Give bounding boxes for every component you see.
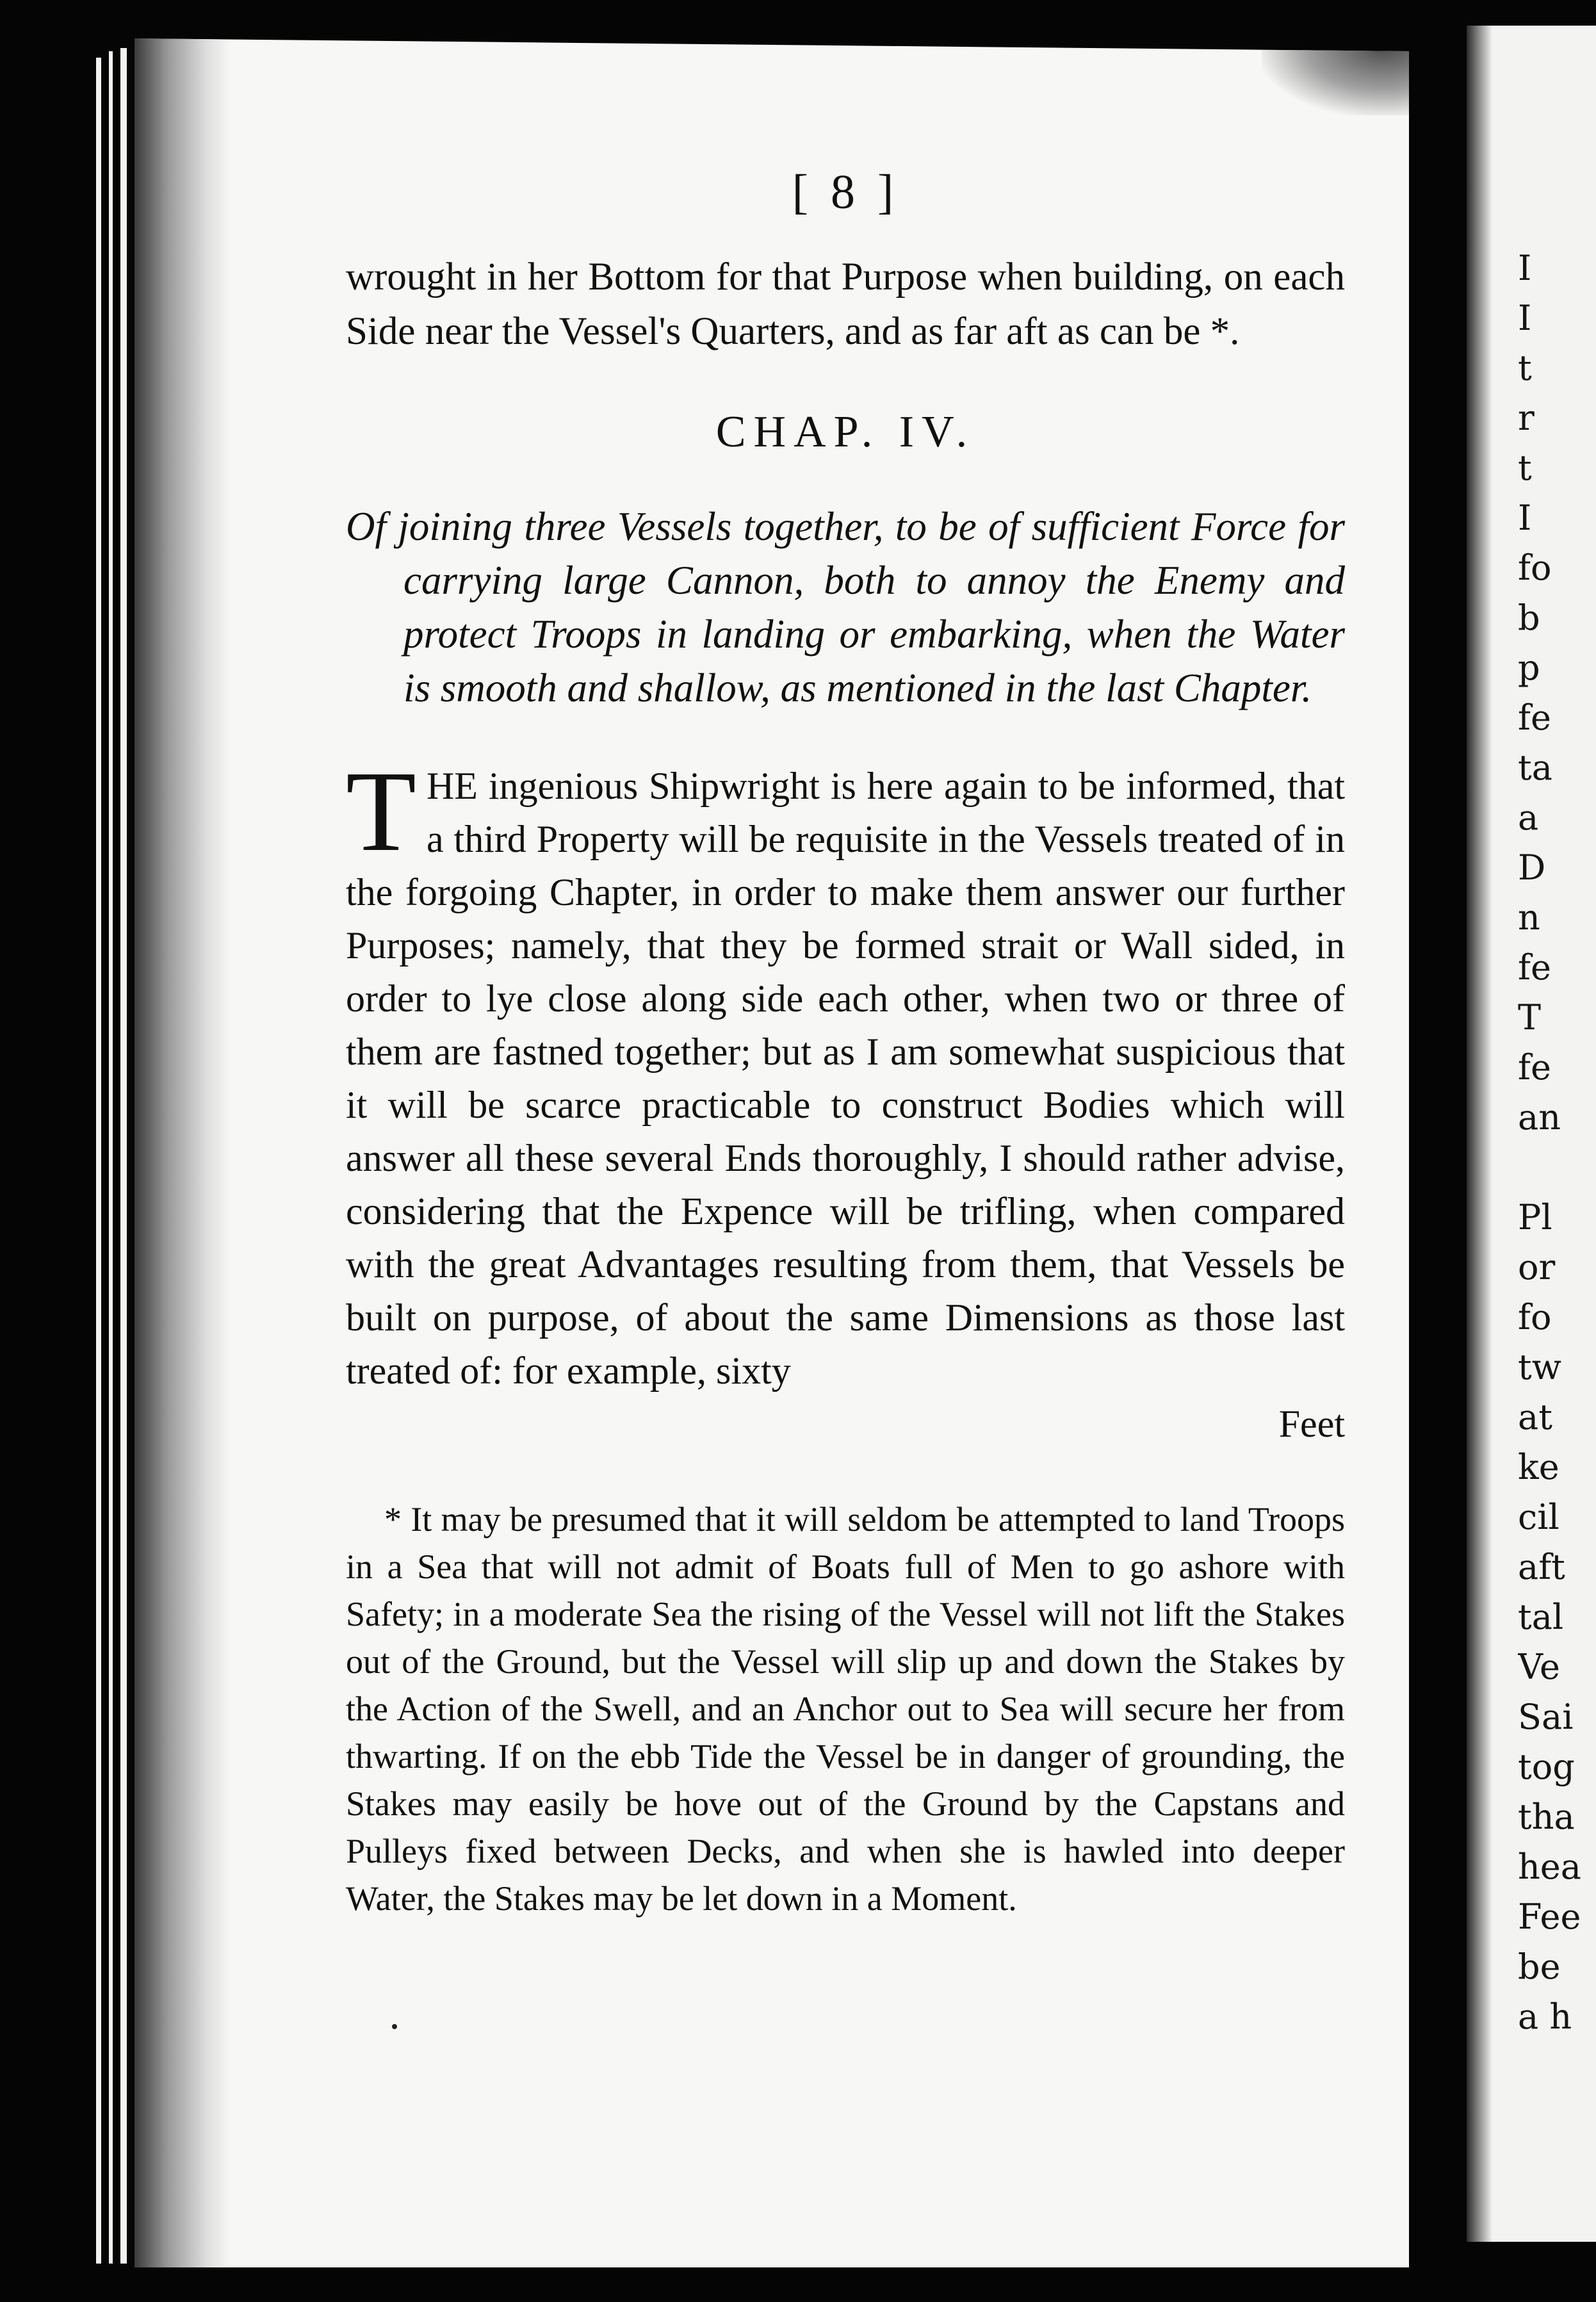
- chapter-heading: CHAP. IV.: [715, 407, 975, 457]
- drop-cap: T: [346, 747, 416, 875]
- facing-page-fragment: a: [1518, 797, 1539, 838]
- facing-page-fragment: t: [1518, 348, 1532, 388]
- facing-page-fragment: I: [1518, 298, 1532, 338]
- facing-page-fragment: hea: [1518, 1847, 1581, 1887]
- facing-page-fragment: a h: [1518, 1996, 1572, 2037]
- body-paragraph: [346, 747, 1345, 1398]
- facing-page-fragment: I: [1518, 248, 1532, 288]
- facing-page-fragment: ta: [1518, 747, 1552, 788]
- facing-page-fragment: be: [1518, 1947, 1561, 1987]
- footnote-text: It may be presumed that it will seldom be attempted to land Troops in a Sea that will not admit of Boats full of Men to go ashore with Safety; in a moderate Sea the rising of the Vessel will not lift the Stakes out of the Ground, but the Vessel will slip up and down the Stakes by the Action of the Swell, and an Anchor out to Sea will secure her from thwarting. If on the ebb Tide the Vessel be in danger of grounding, the Stakes may easily be hove out of the Ground by the Capstans and Pulleys fixed between Decks, and when she is hawled into deeper Water, the Stakes may be let down in a Moment.: [346, 1500, 1345, 1918]
- facing-page-fragment: Pl: [1518, 1197, 1552, 1237]
- facing-page-fragment: at: [1518, 1397, 1552, 1437]
- facing-page-fragment: b: [1518, 598, 1540, 638]
- facing-page-fragment: [1518, 1143, 1596, 1193]
- facing-page-fragment: n: [1518, 897, 1540, 938]
- facing-page-fragment: aft: [1518, 1547, 1565, 1587]
- facing-page-fragment: r: [1518, 398, 1535, 438]
- facing-page-fragment: I: [1518, 498, 1532, 538]
- ink-speck: [392, 2024, 397, 2029]
- facing-page-fragment: T: [1518, 997, 1542, 1038]
- facing-page-fragment: ke: [1518, 1447, 1559, 1487]
- facing-page-fragment: fo: [1518, 548, 1552, 588]
- page-edge: [120, 48, 127, 2264]
- facing-page-fragment: fe: [1518, 947, 1551, 988]
- chapter-subtitle: Of joining three Vessels together, to be of sufficient Force for carrying large Cannon, both to annoy the Enemy and protect Troops in landing or embarking, when the Water is smooth and shallow, as mentioned in the last Chapter.: [346, 504, 1345, 710]
- footnote: [346, 1496, 1345, 1922]
- facing-page-fragment: fo: [1518, 1297, 1552, 1337]
- facing-page-fragment: D: [1518, 847, 1546, 888]
- facing-page-text: [1518, 243, 1596, 2042]
- facing-page-fragment: Ve: [1518, 1647, 1560, 1687]
- facing-page-fragment: fe: [1518, 1047, 1551, 1088]
- facing-page-fragment: fe: [1518, 698, 1551, 738]
- corner-stain: [1262, 38, 1415, 115]
- page-edge: [109, 51, 113, 2264]
- facing-page-fragment: Sai: [1518, 1697, 1574, 1737]
- facing-page-fragment: tog: [1518, 1747, 1575, 1787]
- page-number: [ 8 ]: [792, 165, 899, 219]
- catchword: Feet: [1278, 1403, 1345, 1445]
- gutter-shadow: [134, 38, 231, 2267]
- page-text-block: [346, 160, 1345, 1922]
- facing-page-fragment: or: [1518, 1247, 1556, 1287]
- facing-page-fragment: tal: [1518, 1597, 1564, 1637]
- body-text: HE ingenious Shipwright is here again to be informed, that a third Property will be requisite in the Vessels treated of in the forgoing Chapter, in order to make them answer our further Purposes; namely, that they be formed strait or Wall sided, in order to lye close along side each other, when two or three of them are fastned together; but as I am somewhat suspicious that it will be scarce practicable to construct Bodies which will answer all these several Ends thoroughly, I should rather advise, considering that the Expence will be trifling, when compared with the great Advantages resulting from them, that Vessels be built on purpose, of about the same Dimensions as those last treated of: for example, sixty: [346, 765, 1345, 1392]
- facing-page-fragment: t: [1518, 448, 1532, 488]
- facing-page-fragment: p: [1518, 648, 1540, 688]
- facing-page-fragment: tha: [1518, 1797, 1575, 1837]
- facing-page-fragment: Fee: [1518, 1897, 1581, 1937]
- footnote-mark: *: [384, 1500, 402, 1539]
- facing-gutter-shadow: [1467, 26, 1492, 2242]
- facing-page-fragment: tw: [1518, 1347, 1561, 1387]
- page-edge: [96, 58, 101, 2264]
- facing-page-fragment: an: [1518, 1097, 1561, 1138]
- facing-page-fragment: cil: [1518, 1497, 1559, 1537]
- opening-paragraph: wrought in her Bottom for that Purpose when building, on each Side near the Vessel's Quarters, and as far aft as can be *.: [346, 256, 1345, 353]
